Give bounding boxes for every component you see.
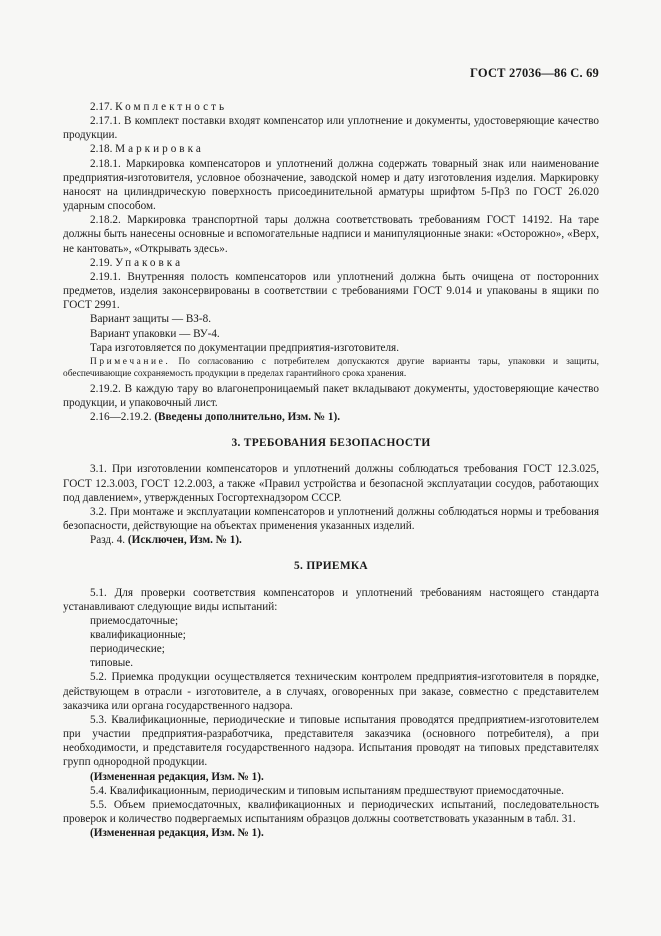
amendment-range: 2.16—2.19.2. (90, 411, 155, 424)
clause-number: 2.19. (90, 256, 113, 269)
note-text: По согласованию с потребителем допускаются другие варианты тары, упаковки и защиты, обеспечивающие сохраняемость продукции в пределах гарантийного срока хранения. (63, 356, 599, 380)
clause-number: 2.17. (90, 101, 113, 113)
section-3-heading: 3. ТРЕБОВАНИЯ БЕЗОПАСНОСТИ (231, 437, 431, 450)
clause-2-19-2: 2.19.2. В каждую тару во влагонепроницаемый пакет вкладывают документы, удостоверяющие качество продукции, и упаковочный лист. (63, 382, 599, 409)
amendment-note: (Измененная редакция, Изм. № 1). (90, 827, 264, 840)
clause-2-19-1: 2.19.1. Внутренняя полость компенсаторов или уплотнений должна быть очищена от посторонних предметов, изделия законсервированы в соответствии с требованиями ГОСТ 9.014 и упакованы в ящики по ГОСТ 2991. (63, 270, 599, 312)
clause-2-19-title (63, 256, 599, 270)
test-type-item: типовые. (90, 657, 134, 670)
amendment-note: (Измененная редакция, Изм. № 1). (90, 770, 264, 783)
test-type-item: квалификационные; (90, 629, 186, 641)
test-type-item: приемосдаточные; (90, 614, 179, 627)
clause-5-4: 5.4. Квалификационным, периодическим и типовым испытаниям предшествуют приемосдаточные. (90, 784, 564, 797)
amendment-text: (Введены дополнительно, Изм. № 1). (154, 411, 340, 424)
clause-2-18-2: 2.18.2. Маркировка транспортной тары должна соответствовать требованиям ГОСТ 14192. На таре должны быть нанесены основные и вспомогательные надписи и манипуляционные знаки: «Осторожно», «Верх, не кантовать», «Открывать здесь». (63, 214, 599, 255)
amendment-note (63, 410, 599, 424)
clause-number: 2.18. (90, 143, 113, 156)
clause-2-18-1: 2.18.1. Маркировка компенсаторов и уплотнений должна содержать товарный знак или наименование предприятия-изготовителя, условное обозначение, заводской номер и дату изготовления изделия. Маркировку наносят на цилиндрическую поверхность присоединительной арматуры шрифтом 5-Пр3 по ГОСТ 26.020 ударным способом. (63, 157, 599, 213)
clause-2-17-1: 2.17.1. В комплект поставки входят компенсатор или уплотнение и документы, удостоверяющие качество продукции. (63, 115, 599, 142)
clause-title: Упаковка (115, 256, 184, 269)
section-4-excluded (63, 533, 599, 547)
excluded-text: (Исключен, Изм. № 1). (127, 534, 242, 547)
clause-5-2: 5.2. Приемка продукции осуществляется техническим контролем предприятия-изготовителя в порядке, действующем в отрасли - изготовителе, а в случаях, оговоренных при заказе, совместно с представителем заказчика или органа государственного надзора. (63, 671, 599, 712)
document-body (63, 100, 599, 840)
clause-3-2: 3.2. При монтаже и эксплуатации компенсаторов и уплотнений должны соблюдаться нормы и требования безопасности, действующие на объектах применения указанных изделий. (63, 505, 599, 533)
clause-2-17-title (63, 100, 599, 114)
test-type-item: периодические; (90, 643, 165, 656)
clause-title: Комплектность (115, 101, 228, 113)
tara-line: Тара изготовляется по документации предприятия-изготовителя. (90, 341, 400, 354)
clause-5-1: 5.1. Для проверки соответствия компенсаторов и уплотнений требованиям настоящего стандарта устанавливают следующие виды испытаний: (63, 586, 599, 613)
clause-title: Маркировка (115, 143, 204, 156)
packing-variant: Вариант упаковки — ВУ-4. (90, 327, 220, 340)
section-5-heading: 5. ПРИЕМКА (294, 560, 368, 573)
clause-2-18-title (63, 142, 599, 156)
clause-3-1: 3.1. При изготовлении компенсаторов и уплотнений должны соблюдаться требования ГОСТ 12.3.025, ГОСТ 12.3.003, ГОСТ 12.2.003, а также «Правил устройства и безопасной эксплуатации сосудов, работающих под давлением», утвержденных Госгортехнадзором СССР. (63, 463, 599, 504)
clause-5-3: 5.3. Квалификационные, периодические и типовые испытания проводятся предприятием-изготовителем при участии предприятия-разработчика, представителя заказчика (основного потребителя), а при необходимости, и представителя государственного надзора. Испытания проводят на типовых представителях групп однородной продукции. (63, 713, 599, 769)
clause-5-5: 5.5. Объем приемосдаточных, квалификационных и периодических испытаний, последовательность проверок и количество подвергаемых испытаниям образцов должны соответствовать указанным в табл. 31. (63, 798, 599, 826)
section-ref: Разд. 4. (90, 534, 128, 547)
note (63, 356, 599, 381)
protection-variant: Вариант защиты — ВЗ-8. (90, 313, 212, 326)
page-header: ГОСТ 27036—86 С. 69 (470, 66, 599, 80)
note-label: Примечание. (90, 356, 171, 367)
